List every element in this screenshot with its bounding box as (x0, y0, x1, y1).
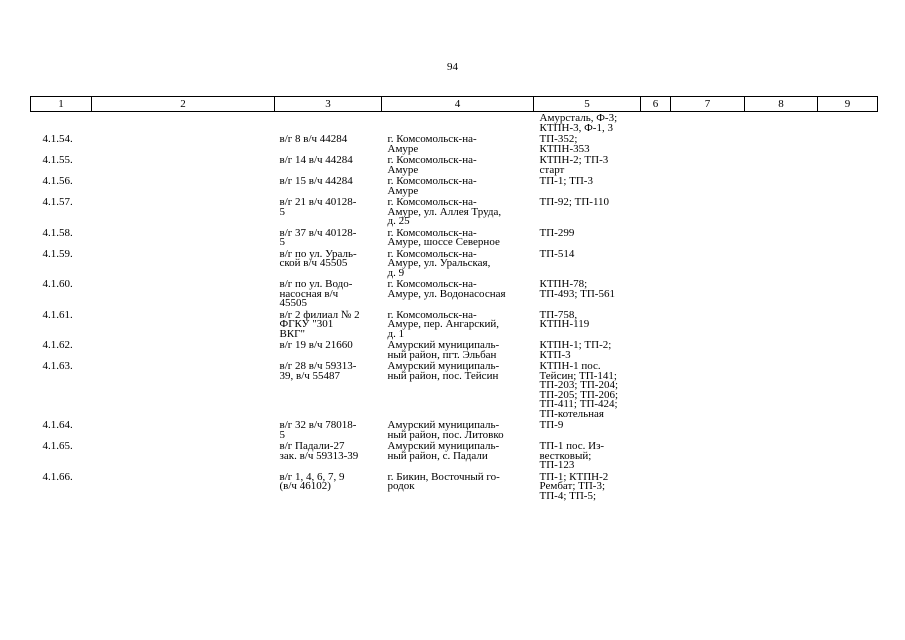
table-row (31, 248, 878, 279)
cell-col2 (92, 133, 275, 154)
cell-number: 4.1.62. (42, 339, 73, 351)
cell-substations: ТП-1; ТП-3 (539, 175, 593, 187)
cell-col6 (641, 419, 671, 440)
cell-object: в/г 21 в/ч 40128- 5 (279, 196, 357, 218)
table-row (31, 339, 878, 360)
cell-col7 (671, 248, 745, 279)
cell-col6 (641, 227, 671, 248)
cell-object: в/г 15 в/ч 44284 (279, 175, 353, 187)
cell-col7 (671, 133, 745, 154)
cell-substations: ТП-1 пос. Из- вестковый; ТП-123 (539, 440, 605, 471)
cell-col2 (92, 360, 275, 419)
cell-col9 (818, 471, 878, 502)
cell-number: 4.1.55. (42, 154, 73, 166)
column-number-4: 4 (382, 97, 534, 112)
cell-col7 (671, 339, 745, 360)
cell-col9 (818, 112, 878, 134)
cell-col6 (641, 440, 671, 471)
cell-substations: ТП-92; ТП-110 (539, 196, 610, 208)
cell-col7 (671, 196, 745, 227)
cell-object: в/г 14 в/ч 44284 (279, 154, 353, 166)
cell-address: г. Комсомольск-на- Амуре (387, 154, 477, 176)
cell-substations: Амурсталь, Ф-3; КТПН-3, Ф-1, 3 (539, 112, 618, 134)
cell-number: 4.1.60. (42, 278, 73, 290)
cell-col8 (745, 133, 818, 154)
cell-object: в/г 37 в/ч 40128- 5 (279, 226, 357, 248)
column-number-3: 3 (275, 97, 382, 112)
cell-col6 (641, 175, 671, 196)
cell-col8 (745, 196, 818, 227)
table-row (31, 360, 878, 419)
table-row (31, 419, 878, 440)
cell-col2 (92, 175, 275, 196)
cell-number: 4.1.65. (42, 440, 73, 452)
cell-substations: ТП-352; КТПН-353 (539, 133, 590, 155)
cell-address: г. Комсомольск-на- Амуре (387, 133, 477, 155)
cell-col2 (92, 154, 275, 175)
cell-object: в/г 2 филиал № 2 ФГКУ "301 ВКГ" (279, 308, 360, 340)
cell-col8 (745, 175, 818, 196)
table-row (31, 133, 878, 154)
column-number-7: 7 (671, 97, 745, 112)
cell-col8 (745, 154, 818, 175)
cell-col7 (671, 471, 745, 502)
cell-col7 (671, 175, 745, 196)
cell-col2 (92, 227, 275, 248)
cell-col9 (818, 360, 878, 419)
cell-col7 (671, 309, 745, 340)
column-number-9: 9 (818, 97, 878, 112)
cell-address: Амурский муниципаль- ный район, пос. Литовко (387, 419, 504, 441)
cell-col2 (92, 339, 275, 360)
column-number-1: 1 (31, 97, 92, 112)
cell-address: г. Комсомольск-на- Амуре, ул. Уральская, д. 9 (387, 247, 491, 279)
cell-col2 (92, 309, 275, 340)
cell-col6 (641, 278, 671, 309)
cell-col7 (671, 227, 745, 248)
cell-col9 (818, 248, 878, 279)
cell-col7 (671, 360, 745, 419)
cell-col9 (818, 175, 878, 196)
cell-substations: ТП-299 (539, 226, 575, 239)
cell-address: г. Комсомольск-на- Амуре, ул. Аллея Труда, д. 25 (387, 196, 502, 227)
cell-col2 (92, 419, 275, 440)
table-row (31, 175, 878, 196)
column-number-2: 2 (92, 97, 275, 112)
cell-object: в/г 32 в/ч 78018- 5 (279, 419, 357, 441)
cell-object: в/г 19 в/ч 21660 (279, 339, 353, 351)
cell-col8 (745, 227, 818, 248)
cell-substations: ТП-9 (539, 419, 564, 431)
cell-object: в/г по ул. Водо- насосная в/ч 45505 (279, 278, 353, 309)
cell-object: в/г 8 в/ч 44284 (279, 133, 348, 145)
cell-col8 (745, 248, 818, 279)
cell-address: г. Комсомольск-на- Амуре (387, 175, 477, 197)
cell-col8 (745, 440, 818, 471)
cell-object: в/г 28 в/ч 59313- 39, в/ч 55487 (279, 360, 357, 382)
cell-address: Амурский муниципаль- ный район, пгт. Эльбан (387, 339, 500, 361)
table-row (31, 471, 878, 502)
cell-col7 (671, 440, 745, 471)
continuation-row (31, 112, 878, 134)
cell-col8 (745, 419, 818, 440)
cell-col9 (818, 278, 878, 309)
cell-substations: ТП-758, КТПН-119 (539, 308, 590, 330)
cell-col9 (818, 419, 878, 440)
cell-number: 4.1.66. (42, 470, 73, 483)
cell-address (382, 112, 534, 134)
cell-number: 4.1.59. (42, 247, 73, 260)
cell-col9 (818, 227, 878, 248)
cell-number: 4.1.56. (42, 175, 73, 187)
cell-col6 (641, 154, 671, 175)
page-number: 94 (447, 61, 458, 73)
cell-object: в/г по ул. Ураль- ской в/ч 45505 (279, 247, 357, 269)
table-row (31, 278, 878, 309)
cell-col2 (92, 248, 275, 279)
cell-object (275, 112, 382, 134)
cell-address: Амурский муниципаль- ный район, с. Падали (387, 440, 500, 462)
cell-col2 (92, 440, 275, 471)
cell-number (31, 112, 92, 134)
cell-col8 (745, 360, 818, 419)
column-number-5: 5 (534, 97, 641, 112)
cell-object: в/г 1, 4, 6, 7, 9 (в/ч 46102) (279, 470, 345, 492)
cell-col8 (745, 278, 818, 309)
cell-col8 (745, 471, 818, 502)
cell-col2 (92, 112, 275, 134)
cell-col9 (818, 154, 878, 175)
cell-col9 (818, 440, 878, 471)
cell-col6 (641, 196, 671, 227)
cell-substations: ТП-1; КТПН-2 Рембат; ТП-3; ТП-4; ТП-5; (539, 470, 609, 502)
table-row (31, 196, 878, 227)
cell-col7 (671, 112, 745, 134)
cell-col6 (641, 248, 671, 279)
cell-col8 (745, 309, 818, 340)
cell-col2 (92, 278, 275, 309)
cell-number: 4.1.63. (42, 360, 73, 372)
cell-address: г. Комсомольск-на- Амуре, шоссе Северное (387, 226, 500, 248)
document-table (30, 96, 878, 501)
cell-col6 (641, 133, 671, 154)
cell-substations: ТП-514 (539, 247, 575, 260)
column-number-6: 6 (641, 97, 671, 112)
cell-col9 (818, 133, 878, 154)
column-number-row (31, 97, 878, 112)
table-row (31, 227, 878, 248)
cell-col9 (818, 196, 878, 227)
cell-col6 (641, 360, 671, 419)
cell-address: г. Бикин, Восточный го- родок (387, 470, 500, 492)
cell-col9 (818, 339, 878, 360)
cell-address: г. Комсомольск-на- Амуре, пер. Ангарский, д. 1 (387, 308, 500, 340)
cell-col2 (92, 471, 275, 502)
cell-substations: КТПН-78; ТП-493; ТП-561 (539, 278, 615, 300)
cell-address: г. Комсомольск-на- Амуре, ул. Водонасосная (387, 278, 506, 300)
cell-substations: КТПН-2; ТП-3 старт (539, 154, 609, 176)
cell-col7 (671, 154, 745, 175)
column-number-8: 8 (745, 97, 818, 112)
cell-number: 4.1.58. (42, 226, 73, 239)
cell-number: 4.1.54. (42, 133, 73, 145)
table-row (31, 154, 878, 175)
cell-col7 (671, 278, 745, 309)
cell-object: в/г Падали-27 зак. в/ч 59313-39 (279, 440, 359, 462)
cell-number: 4.1.64. (42, 419, 73, 431)
cell-number: 4.1.61. (42, 308, 73, 321)
cell-col8 (745, 112, 818, 134)
cell-number: 4.1.57. (42, 196, 73, 208)
table-row (31, 309, 878, 340)
cell-col7 (671, 419, 745, 440)
cell-col6 (641, 309, 671, 340)
table-row (31, 440, 878, 471)
cell-col6 (641, 339, 671, 360)
cell-substations: КТПН-1 пос. Тейсин; ТП-141; ТП-203; ТП-204; ТП-205; ТП-206; ТП-411; ТП-424; ТП-котельная (539, 360, 619, 420)
cell-col2 (92, 196, 275, 227)
cell-col6 (641, 112, 671, 134)
cell-col8 (745, 339, 818, 360)
cell-col9 (818, 309, 878, 340)
cell-substations: КТПН-1; ТП-2; КТП-3 (539, 339, 612, 361)
cell-address: Амурский муниципаль- ный район, пос. Тейсин (387, 360, 500, 382)
cell-col6 (641, 471, 671, 502)
